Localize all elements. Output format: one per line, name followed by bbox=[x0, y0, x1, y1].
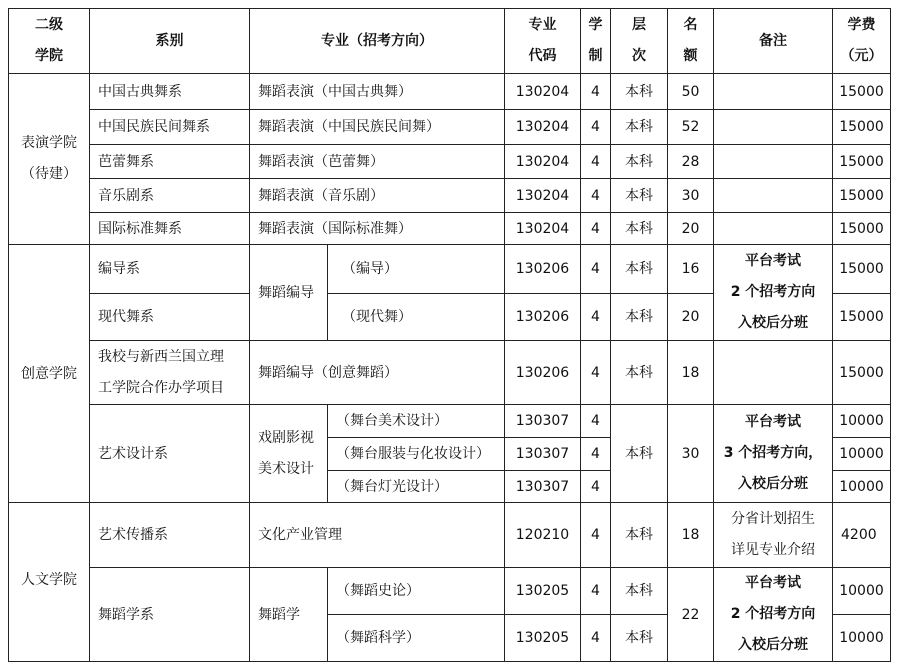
header-major: 专业（招考方向） bbox=[250, 9, 505, 74]
major-cell: 舞蹈表演（芭蕾舞） bbox=[250, 145, 505, 179]
major-cell: 舞蹈表演（音乐剧） bbox=[250, 179, 505, 213]
quota-cell: 22 bbox=[668, 568, 714, 662]
department-cell: 现代舞系 bbox=[90, 294, 250, 341]
department-cell: 舞蹈学系 bbox=[90, 568, 250, 662]
major-cell: 舞蹈编导（创意舞蹈） bbox=[250, 341, 505, 405]
major-cell: 舞蹈表演（中国民族民间舞） bbox=[250, 110, 505, 145]
fee-cell: 15000 bbox=[833, 145, 891, 179]
fee-cell: 10000 bbox=[833, 471, 891, 503]
department-cell: 编导系 bbox=[90, 245, 250, 294]
quota-cell: 52 bbox=[668, 110, 714, 145]
admissions-table bbox=[8, 8, 891, 662]
major-cell: 文化产业管理 bbox=[250, 503, 505, 568]
table-row bbox=[9, 503, 891, 568]
years-cell: 4 bbox=[581, 341, 611, 405]
quota-cell: 50 bbox=[668, 74, 714, 110]
years-cell: 4 bbox=[581, 615, 611, 662]
notes-cell: 平台考试 2 个招考方向 入校后分班 bbox=[714, 568, 833, 662]
years-cell: 4 bbox=[581, 145, 611, 179]
department-cell: 芭蕾舞系 bbox=[90, 145, 250, 179]
quota-cell: 30 bbox=[668, 179, 714, 213]
years-cell: 4 bbox=[581, 294, 611, 341]
code-cell: 130206 bbox=[505, 245, 581, 294]
fee-cell: 10000 bbox=[833, 405, 891, 438]
direction-cell: （舞蹈史论） bbox=[328, 568, 505, 615]
direction-cell: （舞台服装与化妆设计） bbox=[328, 438, 505, 471]
years-cell: 4 bbox=[581, 471, 611, 503]
major-cell: 舞蹈表演（国际标准舞） bbox=[250, 213, 505, 245]
notes-cell bbox=[714, 213, 833, 245]
department-cell: 艺术传播系 bbox=[90, 503, 250, 568]
years-cell: 4 bbox=[581, 405, 611, 438]
code-cell: 130204 bbox=[505, 213, 581, 245]
level-cell: 本科 bbox=[611, 503, 668, 568]
fee-cell: 15000 bbox=[833, 110, 891, 145]
level-cell: 本科 bbox=[611, 294, 668, 341]
notes-cell bbox=[714, 341, 833, 405]
notes-cell: 平台考试 3 个招考方向， 入校后分班 bbox=[714, 405, 833, 503]
fee-cell: 15000 bbox=[833, 74, 891, 110]
table-row bbox=[9, 213, 891, 245]
direction-cell: （舞蹈科学） bbox=[328, 615, 505, 662]
code-cell: 130204 bbox=[505, 145, 581, 179]
department-cell: 中国古典舞系 bbox=[90, 74, 250, 110]
direction-cell: （舞台美术设计） bbox=[328, 405, 505, 438]
code-cell: 130206 bbox=[505, 294, 581, 341]
department-cell: 音乐剧系 bbox=[90, 179, 250, 213]
years-cell: 4 bbox=[581, 179, 611, 213]
quota-cell: 18 bbox=[668, 503, 714, 568]
notes-cell bbox=[714, 179, 833, 213]
fee-cell: 15000 bbox=[833, 341, 891, 405]
header-years: 学 制 bbox=[581, 9, 611, 74]
fee-cell: 15000 bbox=[833, 213, 891, 245]
years-cell: 4 bbox=[581, 74, 611, 110]
major-cell: 戏剧影视 美术设计 bbox=[250, 405, 328, 503]
department-cell: 中国民族民间舞系 bbox=[90, 110, 250, 145]
header-code: 专业 代码 bbox=[505, 9, 581, 74]
table-row bbox=[9, 568, 891, 615]
header-department: 系别 bbox=[90, 9, 250, 74]
code-cell: 130307 bbox=[505, 471, 581, 503]
years-cell: 4 bbox=[581, 568, 611, 615]
years-cell: 4 bbox=[581, 213, 611, 245]
level-cell: 本科 bbox=[611, 405, 668, 503]
direction-cell: （舞台灯光设计） bbox=[328, 471, 505, 503]
fee-cell: 10000 bbox=[833, 438, 891, 471]
department-cell: 艺术设计系 bbox=[90, 405, 250, 503]
quota-cell: 16 bbox=[668, 245, 714, 294]
table-row bbox=[9, 405, 891, 438]
major-cell: 舞蹈学 bbox=[250, 568, 328, 662]
years-cell: 4 bbox=[581, 438, 611, 471]
code-cell: 130204 bbox=[505, 110, 581, 145]
code-cell: 130307 bbox=[505, 405, 581, 438]
table-row bbox=[9, 110, 891, 145]
table-row bbox=[9, 145, 891, 179]
level-cell: 本科 bbox=[611, 213, 668, 245]
level-cell: 本科 bbox=[611, 568, 668, 615]
fee-cell: 15000 bbox=[833, 179, 891, 213]
college-cell: 人文学院 bbox=[9, 503, 90, 662]
header-row bbox=[9, 9, 891, 74]
code-cell: 130205 bbox=[505, 568, 581, 615]
years-cell: 4 bbox=[581, 503, 611, 568]
major-cell: 舞蹈表演（中国古典舞） bbox=[250, 74, 505, 110]
code-cell: 130204 bbox=[505, 179, 581, 213]
notes-cell: 平台考试 2 个招考方向 入校后分班 bbox=[714, 245, 833, 341]
quota-cell: 30 bbox=[668, 405, 714, 503]
fee-cell: 10000 bbox=[833, 568, 891, 615]
quota-cell: 18 bbox=[668, 341, 714, 405]
fee-cell: 15000 bbox=[833, 294, 891, 341]
code-cell: 130307 bbox=[505, 438, 581, 471]
table-row bbox=[9, 245, 891, 294]
college-cell: 表演学院 （待建） bbox=[9, 74, 90, 245]
notes-cell bbox=[714, 74, 833, 110]
direction-cell: （现代舞） bbox=[328, 294, 505, 341]
fee-cell: 4200 bbox=[833, 503, 891, 568]
college-cell: 创意学院 bbox=[9, 245, 90, 503]
direction-cell: （编导） bbox=[328, 245, 505, 294]
years-cell: 4 bbox=[581, 245, 611, 294]
code-cell: 130205 bbox=[505, 615, 581, 662]
header-fee: 学费 （元） bbox=[833, 9, 891, 74]
level-cell: 本科 bbox=[611, 341, 668, 405]
header-level: 层 次 bbox=[611, 9, 668, 74]
table-row bbox=[9, 341, 891, 405]
level-cell: 本科 bbox=[611, 179, 668, 213]
table-row bbox=[9, 179, 891, 213]
major-cell: 舞蹈编导 bbox=[250, 245, 328, 341]
code-cell: 120210 bbox=[505, 503, 581, 568]
department-cell: 我校与新西兰国立理 工学院合作办学项目 bbox=[90, 341, 250, 405]
years-cell: 4 bbox=[581, 110, 611, 145]
header-college: 二级 学院 bbox=[9, 9, 90, 74]
notes-cell: 分省计划招生 详见专业介绍 bbox=[714, 503, 833, 568]
level-cell: 本科 bbox=[611, 245, 668, 294]
table-row bbox=[9, 74, 891, 110]
fee-cell: 10000 bbox=[833, 615, 891, 662]
quota-cell: 28 bbox=[668, 145, 714, 179]
level-cell: 本科 bbox=[611, 615, 668, 662]
quota-cell: 20 bbox=[668, 213, 714, 245]
level-cell: 本科 bbox=[611, 110, 668, 145]
header-quota: 名 额 bbox=[668, 9, 714, 74]
code-cell: 130204 bbox=[505, 74, 581, 110]
level-cell: 本科 bbox=[611, 74, 668, 110]
quota-cell: 20 bbox=[668, 294, 714, 341]
notes-cell bbox=[714, 110, 833, 145]
code-cell: 130206 bbox=[505, 341, 581, 405]
notes-cell bbox=[714, 145, 833, 179]
level-cell: 本科 bbox=[611, 145, 668, 179]
department-cell: 国际标准舞系 bbox=[90, 213, 250, 245]
header-notes: 备注 bbox=[714, 9, 833, 74]
fee-cell: 15000 bbox=[833, 245, 891, 294]
